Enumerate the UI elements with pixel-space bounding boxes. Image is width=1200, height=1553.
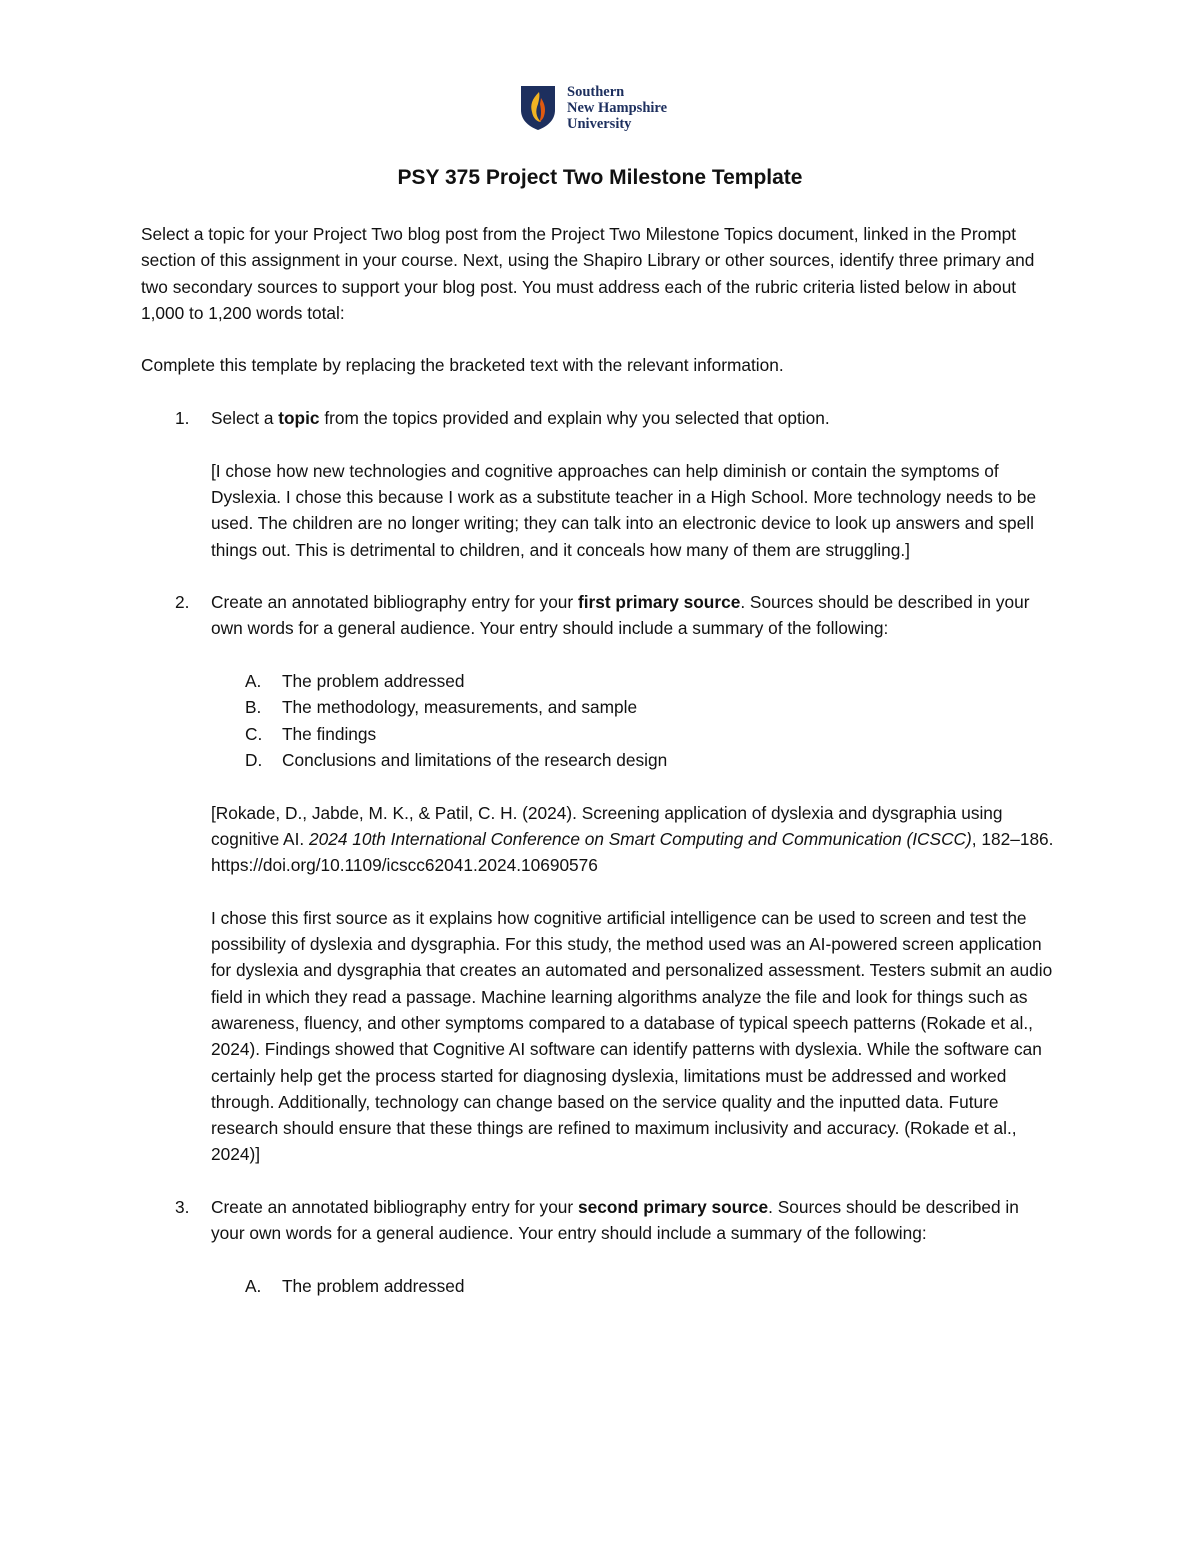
item-3-bold: second primary source: [577, 1196, 769, 1217]
item-2-sub-c: C. The findings: [245, 723, 377, 744]
instruction-paragraph: Complete this template by replacing the bracketed text with the relevant information.: [141, 355, 784, 376]
intro-paragraph: Select a topic for your Project Two blog post from the Project Two Milestone Topics document, linked in the Prompt section of this assignment in your course. Next, using the Shapiro Library or other sources, identify three primary and two secondary sources to support your blog post. You must address each of the rubric criteria listed below in about 1,000 to 1,200 words total:: [141, 224, 1035, 323]
logo-line-1: Southern: [567, 84, 625, 100]
item-1-prompt: 1. Select a topic from the topics provided and explain why you selected that option.: [141, 405, 1056, 431]
citation-source-title: 2024 10th International Conference on Smart Computing and Communication (ICSCC): [308, 828, 972, 849]
document-title: PSY 375 Project Two Milestone Template: [397, 166, 803, 189]
item-2-prompt: 2. Create an annotated bibliography entry for your first primary source. Sources should be described in your own words for a general audience. Your entry should include a summary of the following:: [141, 589, 1056, 642]
item-1-bold: topic: [278, 408, 320, 429]
item-2-sub-d: D. Conclusions and limitations of the research design: [245, 749, 668, 770]
item-2-bold: first primary source: [577, 592, 741, 613]
logo-line-2: New Hampshire: [567, 100, 668, 116]
document-body: [141, 221, 1056, 1299]
item-1-number: 1.: [175, 408, 190, 429]
item-1-answer: [I chose how new technologies and cognitive approaches can help diminish or contain the symptoms of Dyslexia. I chose this because I work as a substitute teacher in a High School. More technology needs to be used. The children are no longer writing; they can talk into an electronic device to look up answers and spell things out. This is detrimental to children, and it conceals how many of them are struggling.]: [211, 460, 1037, 560]
item-2-sub-b: B. The methodology, measurements, and sample: [245, 697, 638, 718]
item-2-sub-a: A. The problem addressed: [245, 671, 465, 692]
item-3-number: 3.: [175, 1196, 190, 1217]
logo-wordmark: [567, 84, 667, 132]
item-2-answer: I chose this first source as it explains how cognitive artificial intelligence can be used to screen and test the possibility of dyslexia and dysgraphia. For this study, the method used was an AI-powered screen application for dyslexia and dysgraphia that creates an automated and personalized assessment. Testers submit an audio field in which they read a passage. Machine learning algorithms analyze the file and look for things such as awareness, fluency, and other symptoms compared to a database of typical speech patterns (Rokade et al., 2024). Findings showed that Cognitive AI software can identify patterns with dyslexia. While the software can certainly help get the process started for diagnosing dyslexia, limitations must be addressed and worked through. Additionally, technology can change based on the service quality and the inputted data. Future research should ensure that these things are refined to maximum inclusivity and accuracy. (Rokade et al., 2024)]: [211, 907, 1053, 1165]
item-3-prompt: 3. Create an annotated bibliography entry for your second primary source. Sources should be described in your own words for a general audience. Your entry should include a summary of the following:: [141, 1194, 1056, 1247]
item-2-number: 2.: [175, 592, 190, 613]
logo-line-3: University: [567, 116, 632, 132]
item-3-sub-a: A. The problem addressed: [245, 1275, 465, 1296]
snhu-shield-icon: [520, 85, 556, 131]
university-logo: [520, 84, 667, 132]
item-2-citation: [Rokade, D., Jabde, M. K., & Patil, C. H. (2024). Screening application of dyslexia and dysgraphia using cognitive AI. 2024 10th International Conference on Smart Computing and Communication (ICSCC), 182–186. https://doi.org/10.1109/icscc62041.2024.10690576: [211, 802, 1054, 876]
